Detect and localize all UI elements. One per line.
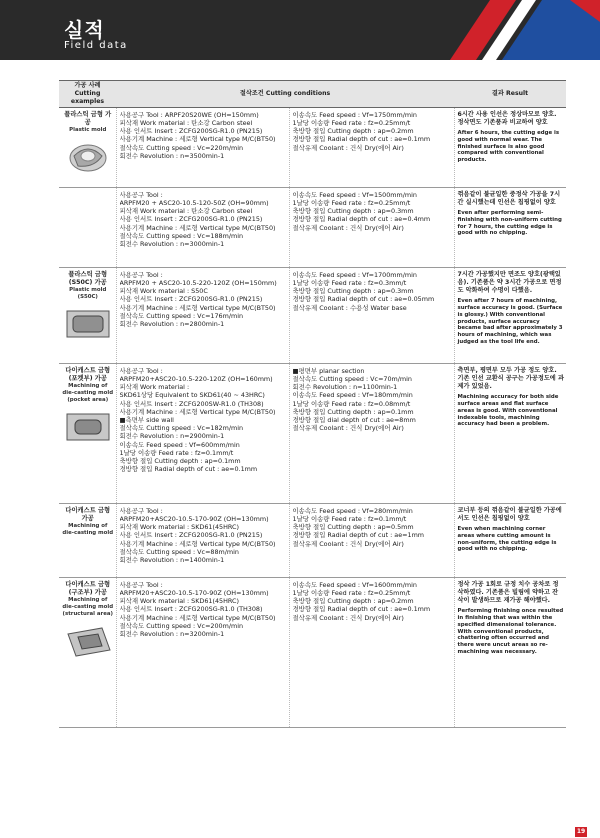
condition-line: 경방향 절입 dial depth of cut : ae=8mm <box>292 415 416 424</box>
condition-line: 절삭유제 Coolant : 건식 Dry(에어 Air) <box>292 613 404 622</box>
example-photo <box>64 138 112 176</box>
condition-line: 절삭속도 Cutting speed : Vc=188m/min <box>119 231 244 240</box>
condition-line: ARPFM20+ASC20-10.5-170-90Z (OH=130mm) <box>119 589 269 597</box>
result-en: Even after 7 hours of machining, surface accuracy is good. (Surface is glossy.) With conventional products, surface accuracy became bad after approximately 3 hours of machining, which was judged as the tool life end. <box>457 298 563 345</box>
condition-line: 사용공구 Tool : <box>119 366 163 375</box>
condition-line: 사용공구 Tool : <box>119 580 163 589</box>
conditions-left <box>116 107 289 187</box>
condition-line: 절삭유제 Coolant : 건식 Dry(에어 Air) <box>292 223 404 232</box>
condition-line: 사용공구 Tool : <box>119 506 163 515</box>
condition-line: 1날당 이송량 Feed rate : fz=0.08mm/t <box>292 399 411 408</box>
condition-line: 사용 인서트 Insert : ZCFG200SG-R1.0 (PN215) <box>119 295 263 304</box>
condition-line: 절삭속도 Cutting speed : Vc=220m/min <box>119 143 244 152</box>
condition-line: 절삭유제 Coolant : 건식 Dry(에어 Air) <box>292 539 404 548</box>
condition-line: 사용 인서트 Insert : ZCFG200SG-R1.0 (PN215) <box>119 531 263 540</box>
condition-line: 이송속도 Feed speed : Vf=1600mm/min <box>292 580 417 589</box>
condition-line: 절삭속도 Cutting speed : Vc=200m/min <box>119 621 244 630</box>
condition-line: 축방향 절입 Cutting depth : ap=0.3mm <box>292 207 414 216</box>
page-subtitle: Field data <box>64 40 128 51</box>
example-cell <box>59 503 116 577</box>
result-cell <box>454 503 566 577</box>
condition-line: 사용 인서트 Insert : ZCFG200SG-R1.0 (PN215) <box>119 127 263 136</box>
table-header-row <box>59 81 566 108</box>
condition-line: 피삭재 Work material : 탄소강 Carbon steel <box>119 119 253 127</box>
condition-line: 절삭유제 Coolant : 건식 Dry(에어 Air) <box>292 424 404 433</box>
condition-line: 피삭재 Work material : SKD61(45HRC) <box>119 523 239 532</box>
condition-line: 경방향 절입 Radial depth of cut : ae=0.1mm <box>119 465 258 474</box>
condition-line: 이송속도 Feed speed : Vf=1500mm/min <box>292 190 417 199</box>
condition-line: SKD61상당 Equivalent to SKD61(40 ~ 43HRC) <box>119 391 265 400</box>
decorative-stripes <box>450 0 600 60</box>
condition-line: ARPFM20+ASC20-10.5-170-90Z (OH=130mm) <box>119 515 269 523</box>
example-title-en: Machining of die-casting mold (structural area) <box>62 596 114 617</box>
condition-line: 축방향 절입 Cutting depth : ap=0.1mm <box>119 456 241 465</box>
example-title-ko: 플라스틱 금형 가공 <box>64 110 112 126</box>
condition-line: 이송속도 Feed speed : Vf=280mm/min <box>292 506 413 515</box>
header-conditions: 절삭조건 Cutting conditions <box>116 81 454 108</box>
condition-line: 이송속도 Feed speed : Vf=1700mm/min <box>292 270 417 279</box>
conditions-left <box>116 187 289 267</box>
condition-line: 사용 인서트 Insert : ZCFG200SG-R1.0 (PN215) <box>119 215 263 224</box>
example-title-en: Plastic mold (S50C) <box>69 286 107 300</box>
condition-line: 사용공구 Tool : <box>119 270 163 279</box>
result-en: Even after performing semi-finishing with non-uniform cutting for 7 hours, the cutting edge is good with no chipping. <box>457 210 562 237</box>
conditions-right <box>289 107 454 187</box>
page-title: 실적 <box>64 18 105 42</box>
condition-line: 절삭속도 Cutting speed : Vc=70m/min <box>292 375 412 383</box>
header-result: 결과 Result <box>454 81 566 108</box>
result-ko: 6시간 사용 인선은 정상마모로 양호. 정삭면도 기존품과 비교하여 양호 <box>457 110 557 126</box>
condition-line: 회전수 Revolution : n=1400min-1 <box>119 555 225 564</box>
conditions-right <box>289 187 454 267</box>
condition-line: 1날당 이송량 Feed rate : fz=0.25mm/t <box>292 199 411 207</box>
condition-line: 사용 인서트 Insert : ZCFG200SW-R1.0 (TH308) <box>119 399 264 408</box>
conditions-left <box>116 503 289 577</box>
result-cell <box>454 577 566 727</box>
result-ko: 코너부 등의 꺾음같이 불균일한 가공에서도 인선은 칩핑없이 양호 <box>457 506 562 522</box>
example-cell <box>59 107 116 187</box>
table-row <box>59 363 566 503</box>
conditions-left <box>116 577 289 727</box>
condition-line: 절삭속도 Cutting speed : Vc=88m/min <box>119 547 239 556</box>
table-row <box>59 267 566 363</box>
result-en: After 6 hours, the cutting edge is good with normal wear. The finished surface is also good compared with conventional products. <box>457 130 560 164</box>
example-cell <box>59 187 116 267</box>
condition-line: 축방향 절입 Cutting depth : ap=0.5mm <box>292 523 414 532</box>
table-row <box>59 187 566 267</box>
result-en: Performing finishing once resulted in finishing that was within the specified dimensional tolerance. With conventional products, chattering often occurred and there were uncut areas so re-machining was necessary. <box>457 608 564 655</box>
conditions-right <box>289 267 454 363</box>
condition-line: 피삭재 Work material : 탄소강 Carbon steel <box>119 207 253 216</box>
result-ko: 측면부, 평면부 모두 가공 정도 양호. 기존 인선 교환식 공구는 가공정도에 과제가 있었음. <box>457 366 564 391</box>
table-row <box>59 577 566 727</box>
condition-line: 회전수 Revolution : n=3200min-1 <box>119 629 225 638</box>
condition-line: 축방향 절입 Cutting depth : ap=0.2mm <box>292 597 414 606</box>
condition-line: 피삭재 Work material : SKD61(45HRC) <box>119 597 239 606</box>
condition-line: ARPFM20+ASC20-10.5-220-120Z (OH=160mm) <box>119 375 273 383</box>
example-photo <box>64 305 112 343</box>
example-cell <box>59 577 116 727</box>
result-en: Even when machining corner areas where cutting amount is non-uniform, the cutting edge is good with no chipping. <box>457 526 557 553</box>
condition-line: 사용 인서트 Insert : ZCFG200SG-R1.0 (TH308) <box>119 605 263 614</box>
page-header <box>0 0 600 60</box>
condition-line: 사용기계 Machine : 세로형 Vertical type M/C(BT50) <box>119 407 276 416</box>
condition-line: 회전수 Revolution : n=1100min-1 <box>292 383 398 392</box>
example-title-ko: 플라스틱 금형 (S50C) 가공 <box>68 270 108 286</box>
condition-line: 절삭유제 Coolant : 수용성 Water base <box>292 303 407 312</box>
condition-line: 1날당 이송량 Feed rate : fz=0.25mm/t <box>292 589 411 597</box>
condition-line: 경방향 절입 Radial depth of cut : ae=0.1mm <box>292 605 431 614</box>
page-number: 19 <box>576 828 586 835</box>
result-ko: 정삭 가공 1회로 규정 치수 공차로 정삭하였다. 기존품은 빌림에 약하고 잔삭이 발생하므로 재가공 해야했다. <box>457 580 559 605</box>
example-cell <box>59 363 116 503</box>
example-title-ko: 다이캐스트 금형 (포켓부) 가공 <box>65 366 111 382</box>
condition-line: ■평면부 planar section <box>292 366 365 375</box>
example-title-ko: 다이캐스트 금형 (구조부) 가공 <box>65 580 111 596</box>
condition-line: 축방향 절입 Cutting depth : ap=0.1mm <box>292 407 414 416</box>
condition-line: 피삭재 Work material : <box>119 383 190 392</box>
condition-line: 절삭속도 Cutting speed : Vc=182m/min <box>119 424 244 433</box>
condition-line: 사용기계 Machine : 세로형 Vertical type M/C(BT50) <box>119 303 276 312</box>
condition-line: ARPFM20 + ASC20-10.5-120-50Z (OH=90mm) <box>119 199 269 207</box>
example-title-en: Plastic mold <box>69 126 107 133</box>
condition-line: ■측면부 side wall <box>119 415 174 424</box>
condition-line: 사용공구 Tool : ARPF20S20WE (OH=150mm) <box>119 110 259 119</box>
conditions-right <box>289 577 454 727</box>
condition-line: 사용기계 Machine : 세로형 Vertical type M/C(BT50) <box>119 539 276 548</box>
condition-line: 절삭속도 Cutting speed : Vc=176m/min <box>119 311 244 320</box>
table-row <box>59 503 566 577</box>
condition-line: 사용공구 Tool : <box>119 190 163 199</box>
condition-line: 회전수 Revolution : n=2800min-1 <box>119 319 225 328</box>
example-photo <box>64 622 112 660</box>
condition-line: 이송속도 Feed speed : Vf=1750mm/min <box>292 110 417 119</box>
condition-line: 회전수 Revolution : n=3000min-1 <box>119 239 225 248</box>
result-cell <box>454 187 566 267</box>
table-row <box>59 107 566 187</box>
field-data-table <box>59 80 566 728</box>
condition-line: 이송속도 Feed speed : Vf=600mm/min <box>119 440 240 449</box>
condition-line: 축방향 절입 Cutting depth : ap=0.3mm <box>292 287 414 296</box>
conditions-right <box>289 363 454 503</box>
result-cell <box>454 267 566 363</box>
condition-line: 회전수 Revolution : n=2900min-1 <box>119 432 225 441</box>
condition-line: 이송속도 Feed speed : Vf=180mm/min <box>292 391 413 400</box>
condition-line: 1날당 이송량 Feed rate : fz=0.1mm/t <box>292 515 407 523</box>
example-cell <box>59 267 116 363</box>
conditions-left <box>116 267 289 363</box>
result-en: Machining accuracy for both side surface areas and flat surface areas is good. With conventional indexable tools, machining accuracy had been a problem. <box>457 394 559 428</box>
condition-line: 축방향 절입 Cutting depth : ap=0.2mm <box>292 127 414 136</box>
example-title-en: Machining of die-casting mold <box>62 522 114 536</box>
result-ko: 꺾음같이 불균일한 중정삭 가공을 7시간 실시했는데 인선은 칩핑없이 양호 <box>457 190 561 206</box>
condition-line: 회전수 Revolution : n=3500min-1 <box>119 151 225 160</box>
condition-line: 경방향 절입 Radial depth of cut : ae=1mm <box>292 531 425 540</box>
example-title-ko: 다이캐스트 금형 가공 <box>65 506 111 522</box>
result-ko: 7시간 가공했지만 면조도 양호(광택있음). 기존품은 약 3시간 가공으로 면정도 악화하여 수명이 다했음. <box>457 270 562 295</box>
condition-line: 피삭재 Work material : S50C <box>119 287 208 296</box>
condition-line: 경방향 절입 Radial depth of cut : ae=0.1mm <box>292 135 431 144</box>
condition-line: 절삭유제 Coolant : 건식 Dry(에어 Air) <box>292 143 404 152</box>
condition-line: 경방향 절입 Radial depth of cut : ae=0.05mm <box>292 295 435 304</box>
condition-line: 사용기계 Machine : 세로형 Vertical type M/C(BT50) <box>119 135 276 144</box>
condition-line: ARPFM20 + ASC20-10.5-220-120Z (OH=150mm) <box>119 279 277 287</box>
conditions-right <box>289 503 454 577</box>
conditions-left <box>116 363 289 503</box>
condition-line: 1날당 이송량 Feed rate : fz=0.3mm/t <box>292 279 407 287</box>
condition-line: 1날당 이송량 Feed rate : fz=0.1mm/t <box>119 448 234 457</box>
header-example: 가공 사례 Cutting examples <box>59 81 116 108</box>
condition-line: 경방향 절입 Radial depth of cut : ae=0.4mm <box>292 215 431 224</box>
condition-line: 1날당 이송량 Feed rate : fz=0.25mm/t <box>292 119 411 127</box>
example-photo <box>64 408 112 446</box>
condition-line: 사용기계 Machine : 세로형 Vertical type M/C(BT50) <box>119 223 276 232</box>
condition-line: 사용기계 Machine : 세로형 Vertical type M/C(BT50) <box>119 613 276 622</box>
example-title-en: Machining of die-casting mold (pocket area) <box>62 382 114 403</box>
result-cell <box>454 107 566 187</box>
result-cell <box>454 363 566 503</box>
